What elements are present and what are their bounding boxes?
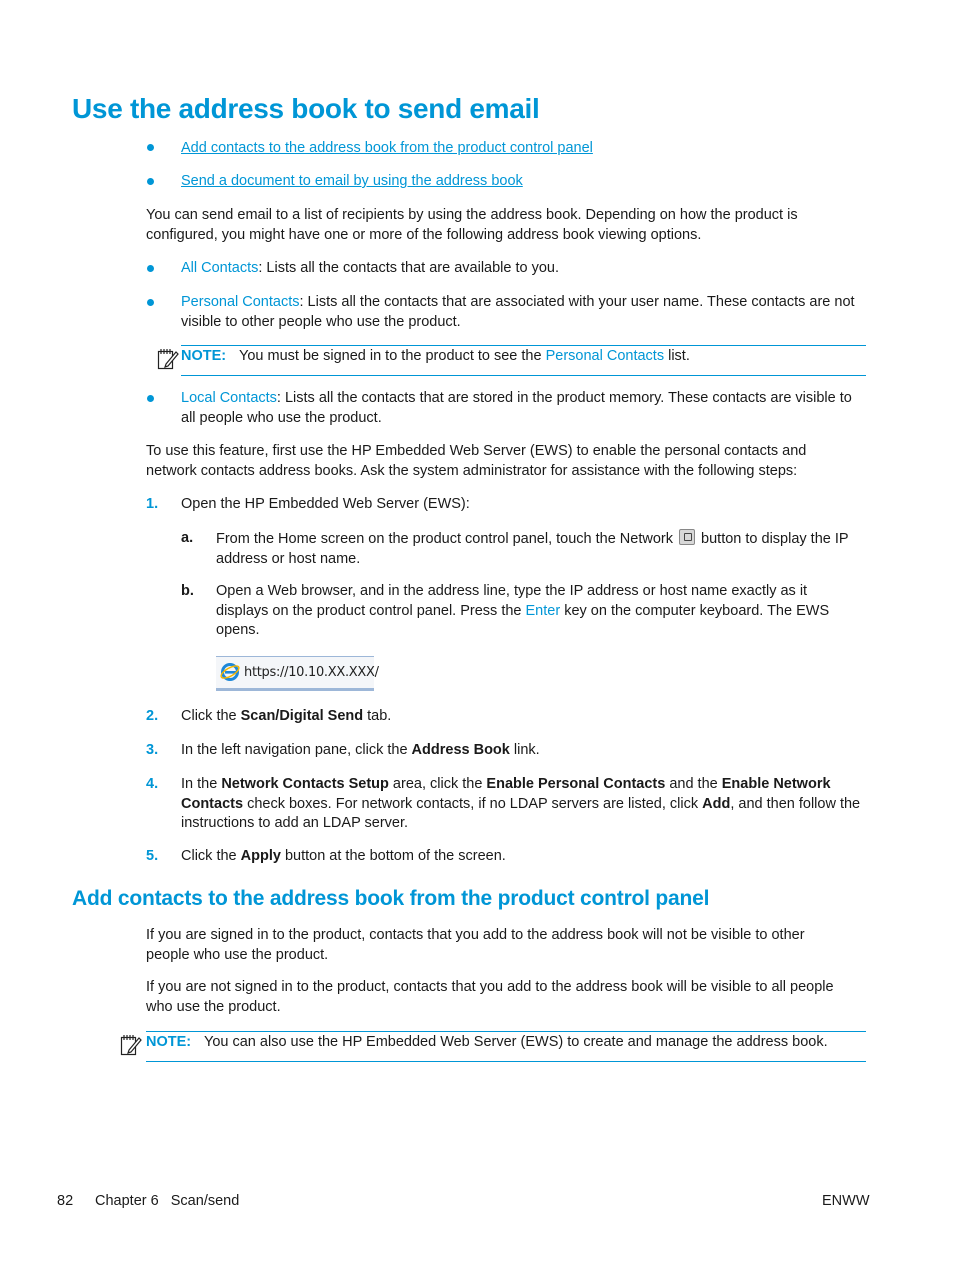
option-local-desc: : Lists all the contacts that are stored in the product memory. These contacts are visible to all people who use the product. xyxy=(181,390,852,426)
step-4-t2: area, click the xyxy=(388,776,487,792)
step-5-text xyxy=(181,847,506,867)
note-label: NOTE: xyxy=(181,348,227,364)
step-number: 1. xyxy=(146,496,159,512)
page-title: Use the address book to send email xyxy=(72,93,540,124)
step-4-text xyxy=(181,775,869,834)
add-label: Add xyxy=(702,795,731,812)
step-number: 5. xyxy=(146,848,159,864)
note-text xyxy=(181,347,226,367)
step-2-text xyxy=(181,707,391,727)
intro-paragraph: You can send email to a list of recipients by using the address book. Depending on how the product is configured, you might have one or more of the following address book viewing options. xyxy=(146,207,798,243)
feature-paragraph: To use this feature, first use the HP Embedded Web Server (EWS) to enable the personal contacts and network contacts address books. Ask the system administrator for assistance with the following steps: xyxy=(146,443,807,479)
toc-link-send-document[interactable]: Send a document to email by using the address book xyxy=(181,173,523,189)
step-2-pre: Click the xyxy=(181,708,241,724)
step-2-post: tab. xyxy=(363,708,392,724)
option-all-desc: : Lists all the contacts that are available to you. xyxy=(258,260,560,276)
apply-label: Apply xyxy=(240,848,281,864)
step-4-t1: In the xyxy=(181,776,222,792)
term-all-contacts: All Contacts xyxy=(181,260,259,276)
section-title: Add contacts to the address book from the product control panel xyxy=(72,887,710,910)
substep-b-post: key on the computer keyboard. The EWS opens. xyxy=(216,602,830,638)
address-book-label: Address Book xyxy=(411,742,510,758)
chapter-label: Chapter 6 Scan/send xyxy=(95,1193,240,1209)
note-box xyxy=(146,1031,866,1062)
note-body xyxy=(239,347,690,367)
term-personal-contacts: Personal Contacts xyxy=(545,348,665,364)
step-1-text: Open the HP Embedded Web Server (EWS): xyxy=(181,496,470,512)
internet-explorer-icon xyxy=(220,662,240,682)
step-3-pre: In the left navigation pane, click the xyxy=(181,742,412,758)
step-4-t4: check boxes. For network contacts, if no LDAP servers are listed, click xyxy=(243,795,703,812)
term-local-contacts: Local Contacts xyxy=(181,390,277,406)
substep-label: a. xyxy=(181,530,194,546)
network-contacts-setup-label: Network Contacts Setup xyxy=(221,776,389,792)
note-box xyxy=(181,345,866,376)
address-bar-image xyxy=(216,656,379,691)
step-4-t5: , and then follow the instructions to add an LDAP server. xyxy=(181,795,861,831)
option-all-contacts xyxy=(181,259,861,279)
bullet-icon xyxy=(147,178,154,185)
step-3-text xyxy=(181,741,540,761)
substep-a-post: button to display the IP address or host name. xyxy=(216,531,849,567)
page-number: 82 xyxy=(57,1193,74,1209)
note-icon xyxy=(157,347,179,371)
substep-b-text xyxy=(216,582,856,641)
step-5-pre: Click the xyxy=(181,848,241,864)
scan-digital-send-label: Scan/Digital Send xyxy=(240,708,364,724)
step-3-post: link. xyxy=(509,742,540,758)
address-bar-url: https://10.10.XX.XXX/ xyxy=(244,665,379,680)
note-body: You can also use the HP Embedded Web Server (EWS) to create and manage the address book. xyxy=(204,1034,828,1050)
term-enter-key: Enter xyxy=(525,602,561,619)
substep-label: b. xyxy=(181,583,194,599)
step-number: 4. xyxy=(146,776,159,792)
bullet-icon xyxy=(147,265,154,272)
note-text xyxy=(146,1033,191,1053)
note-icon xyxy=(120,1033,142,1057)
step-5-post: button at the bottom of the screen. xyxy=(280,848,506,864)
step-number: 3. xyxy=(146,742,159,758)
note-label: NOTE: xyxy=(146,1034,192,1050)
bullet-icon xyxy=(147,395,154,402)
substep-a-pre: From the Home screen on the product control panel, touch the Network xyxy=(216,531,673,547)
bullet-icon xyxy=(147,144,154,151)
section-paragraph-2: If you are not signed in to the product, contacts that you add to the address book will be visible to all people who use the product. xyxy=(146,979,834,1015)
note-body-post: list. xyxy=(664,348,690,364)
footer-right: ENWW xyxy=(822,1193,870,1209)
option-local-contacts xyxy=(181,389,861,428)
note-body-pre: You must be signed in to the product to see the xyxy=(239,348,546,364)
step-4-t3: and the xyxy=(665,776,722,792)
bullet-icon xyxy=(147,299,154,306)
toc-link-add-contacts[interactable]: Add contacts to the address book from the product control panel xyxy=(181,140,593,156)
term-personal-contacts: Personal Contacts xyxy=(181,294,300,310)
enable-network-contacts-label: Enable Network Contacts xyxy=(181,776,831,812)
option-personal-desc: : Lists all the contacts that are associated with your user name. These contacts are not visible to other people who use the product. xyxy=(181,294,855,330)
step-number: 2. xyxy=(146,708,159,724)
substep-a-text xyxy=(216,529,871,569)
section-paragraph-1: If you are signed in to the product, contacts that you add to the address book will not be visible to other people who use the product. xyxy=(146,927,805,963)
network-button-icon xyxy=(679,529,695,545)
enable-personal-contacts-label: Enable Personal Contacts xyxy=(486,776,666,792)
substep-b-pre: Open a Web browser, and in the address line, type the IP address or host name exactly as it displays on the product control panel. Press the xyxy=(216,583,808,619)
option-personal-contacts xyxy=(181,293,861,332)
